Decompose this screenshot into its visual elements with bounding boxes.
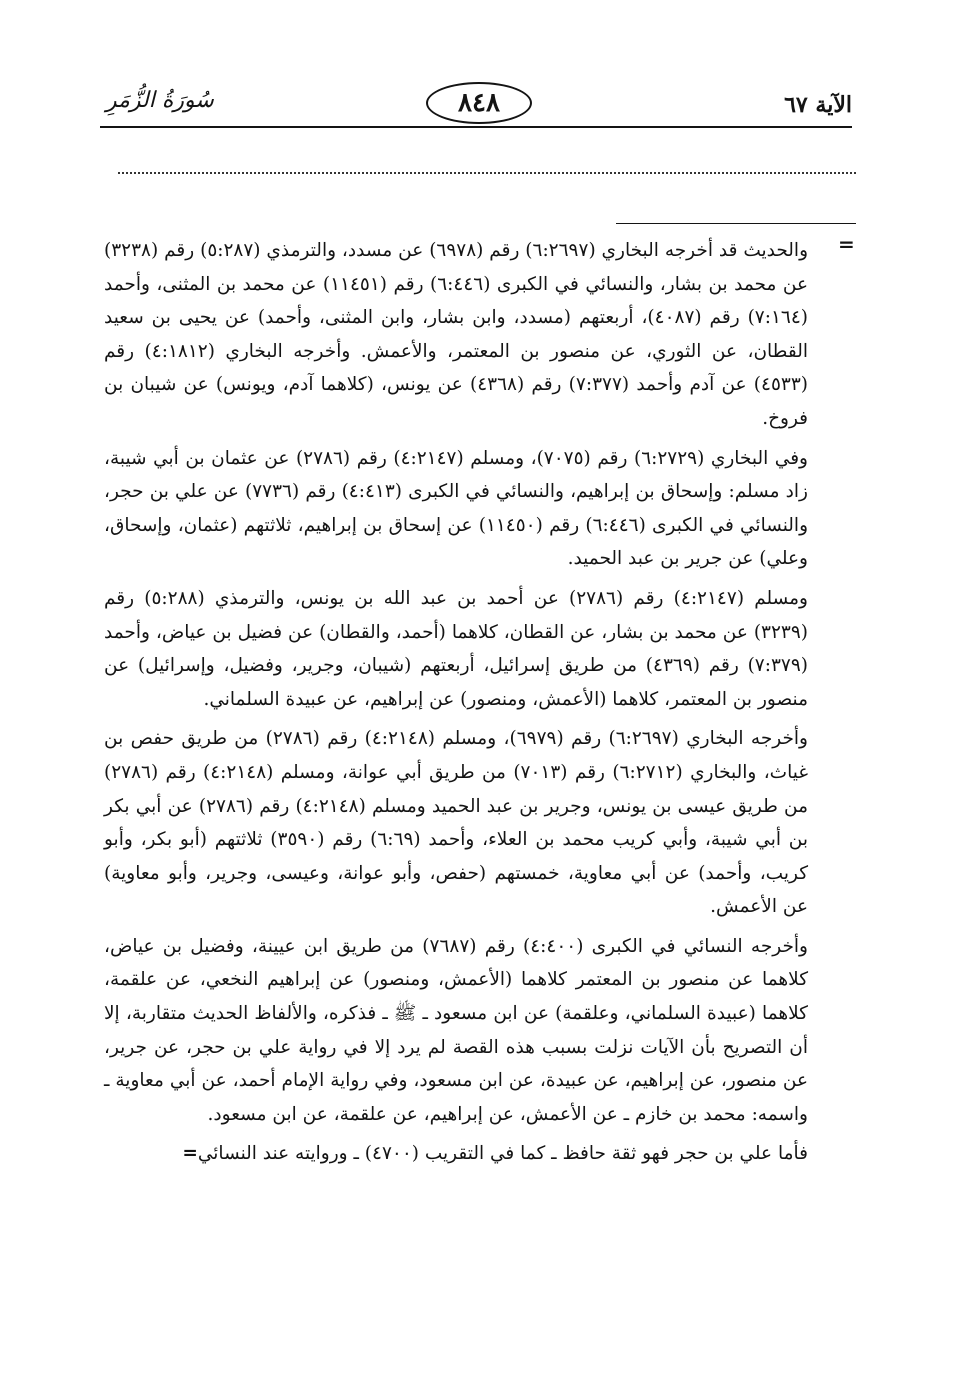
header-rule — [100, 126, 852, 128]
verse-reference: الآية ٦٧ — [784, 92, 852, 118]
end-continuation-marker: = — [182, 1143, 198, 1165]
page-number: ٨٤٨ — [426, 82, 532, 124]
footnote-body — [104, 234, 808, 1177]
paragraph: وفي البخاري (٦:٢٧٢٩) رقم (٧٠٧٥)، ومسلم (٤:٢١٤٧) رقم (٢٧٨٦) عن عثمان بن أبي شيبة، زاد مسلم: وإسحاق بن إبراهيم، والنسائي في الكبرى (٤:٤١٣) رقم (٧٧٣٦) عن علي بن حجر، والنسائي في الكبرى (٦:٤٤٦) رقم (١١٤٥٠) عن إسحاق بن إبراهيم، ثلاثتهم (عثمان، وإسحاق، وعلي) عن جرير بن عبد الحميد. — [104, 447, 809, 570]
paragraph: ومسلم (٤:٢١٤٧) رقم (٢٧٨٦) عن أحمد بن عبد الله بن يونس، والترمذي (٥:٢٨٨) رقم (٣٢٣٩) عن محمد بن بشار، عن القطان، كلاهما (أحمد، والقطان) عن فضيل بن عياض، وأحمد (٧:٣٧٩) رقم (٤٣٦٩) من طريق إسرائيل، أربعتهم (شيبان، وجرير، وفضيل، وإسرائيل) عن منصور بن المعتمر، كلاهما (الأعمش، ومنصور) عن إبراهيم، عن عبيدة السلماني. — [104, 587, 808, 710]
surah-name: سُورَةُ الزُّمَرِ — [106, 88, 214, 113]
last-line — [104, 1137, 808, 1171]
last-line-text: فأما علي بن حجر فهو ثقة حافظ ـ كما في التقريب (٤٧٠٠) ـ وروايته عند النسائي — [197, 1143, 808, 1165]
paragraph: وأخرجه البخاري (٦:٢٦٩٧) رقم (٦٩٧٩)، ومسلم (٤:٢١٤٨) رقم (٢٧٨٦) من طريق حفص بن غياث، والبخاري (٦:٢٧١٢) رقم (٧٠١٣) من طريق أبي عوانة، ومسلم (٤:٢١٤٨) رقم (٢٧٨٦) من طريق عيسى بن يونس، وجرير بن عبد الحميد ومسلم (٤:٢١٤٨) رقم (٢٧٨٦) عن أبي بكر بن أبي شيبة، وأبي كريب محمد بن العلاء، وأحمد (٦:٦٩) رقم (٣٥٩٠) ثلاثتهم (أبو بكر، وأبو كريب، وأحمد) عن أبي معاوية، خمستهم (حفص، وأبو عوانة، وعيسى، وجرير، وأبو معاوية) عن الأعمش. — [104, 728, 808, 918]
paragraph: والحديث قد أخرجه البخاري (٦:٢٦٩٧) رقم (٦٩٧٨) عن مسدد، والترمذي (٥:٢٨٧) رقم (٣٢٣٨) عن محمد بن بشار، والنسائي في الكبرى (٦:٤٤٦) رقم (١١٤٥١) عن محمد بن المثنى، وأحمد (٧:١٦٤) رقم (٤٠٨٧)، أربعتهم (مسدد، وابن بشار، وابن المثنى، وأحمد) عن يحيى بن سعيد القطان، عن الثوري، عن منصور بن المعتمر، والأعمش. وأخرجه البخاري (٤:١٨١٢) رقم (٤٥٣٣) عن آدم وأحمد (٧:٣٧٧) رقم (٤٣٦٨) عن يونس، (كلاهما آدم، ويونس) عن شيبان بن فروخ. — [104, 240, 808, 429]
dotted-separator — [118, 172, 856, 174]
footnote-rule — [616, 223, 856, 224]
continuation-marker: = — [838, 232, 855, 256]
page-header — [100, 78, 852, 124]
paragraph: وأخرجه النسائي في الكبرى (٤:٤٠٠) رقم (٧٦٨٧) من طريق ابن عيينة، وفضيل بن عياض، كلاهما عن منصور بن المعتمر كلاهما (الأعمش، ومنصور) عن إبراهيم النخعي، عن علقمة، كلاهما (عبيدة السلماني، وعلقمة) عن ابن مسعود ـ ﷺ ـ فذكره، والألفاظ الحديث متقاربة، إلا أن التصريح بأن الآيات نزلت بسبب هذه القصة لم يرد إلا في رواية علي بن حجر، عن جرير، عن منصور، عن إبراهيم، عن عبيدة، عن ابن مسعود، وفي رواية الإمام أحمد، عن أبي معاوية ـ واسمه: محمد بن خازم ـ عن الأعمش، عن إبراهيم، عن علقمة، عن ابن مسعود. — [104, 935, 808, 1125]
